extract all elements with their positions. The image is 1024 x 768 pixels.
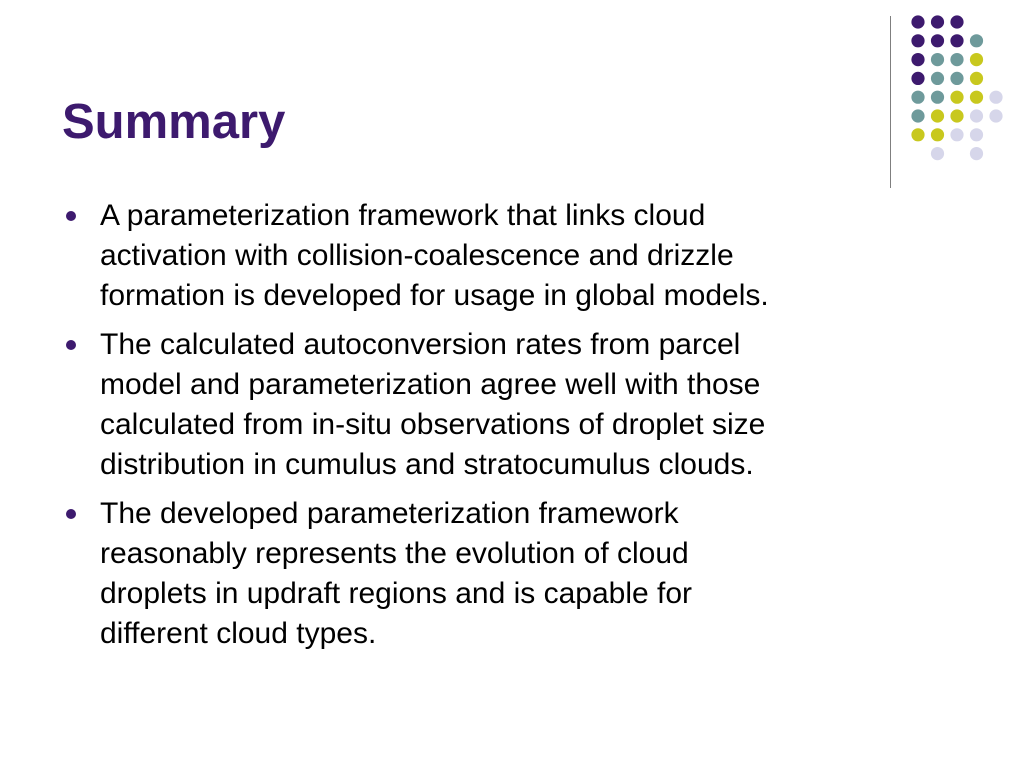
decorative-dot [931, 53, 944, 66]
bullet-dot-icon [66, 509, 76, 519]
decorative-dot [970, 147, 983, 160]
bullet-list [60, 196, 960, 663]
slide-title: Summary [62, 95, 286, 149]
decorative-dot [931, 34, 944, 47]
decorative-dot [931, 91, 944, 104]
decorative-dot [989, 109, 1002, 122]
decorative-dot [911, 128, 924, 141]
decorative-dot [911, 109, 924, 122]
bullet-line: droplets in updraft regions and is capable for [100, 577, 693, 610]
decorative-dot [970, 53, 983, 66]
decorative-dot [950, 91, 963, 104]
decorative-dot [931, 109, 944, 122]
bullet-line: calculated from in-situ observations of droplet size [100, 408, 766, 441]
decorative-dot [950, 34, 963, 47]
bullet-line: The developed parameterization framework [100, 497, 679, 530]
decorative-dot [970, 91, 983, 104]
bullet-line: reasonably represents the evolution of cloud [100, 537, 689, 570]
decorative-dot [931, 147, 944, 160]
decorative-dot [970, 34, 983, 47]
decorative-dot [950, 109, 963, 122]
decorative-dot [950, 72, 963, 85]
bullet-line: model and parameterization agree well with those [100, 368, 761, 401]
decorative-dot [911, 72, 924, 85]
bullet-line: distribution in cumulus and stratocumulus clouds. [100, 448, 754, 481]
decorative-dot [911, 15, 924, 28]
decorative-dot [950, 128, 963, 141]
decorative-dot [931, 72, 944, 85]
bullet-item [60, 494, 960, 654]
bullet-line: different cloud types. [100, 617, 377, 650]
decorative-dot [950, 53, 963, 66]
decorative-dot [931, 15, 944, 28]
bullet-line: A parameterization framework that links cloud [100, 199, 706, 232]
divider-line [890, 16, 891, 188]
bullet-line: activation with collision-coalescence and drizzle [100, 239, 734, 272]
bullet-dot-icon [66, 340, 76, 350]
decorative-dot [911, 53, 924, 66]
decorative-dot [911, 91, 924, 104]
bullet-item [60, 325, 960, 485]
decorative-dot [970, 72, 983, 85]
decorative-dot [989, 91, 1002, 104]
bullet-line: formation is developed for usage in global models. [100, 279, 769, 312]
bullet-item [60, 196, 960, 316]
decorative-dot [950, 15, 963, 28]
decorative-dot [970, 128, 983, 141]
decorative-dot [911, 34, 924, 47]
decorative-dot [970, 109, 983, 122]
bullet-line: The calculated autoconversion rates from parcel [100, 328, 741, 361]
bullet-dot-icon [66, 211, 76, 221]
decorative-dot [931, 128, 944, 141]
